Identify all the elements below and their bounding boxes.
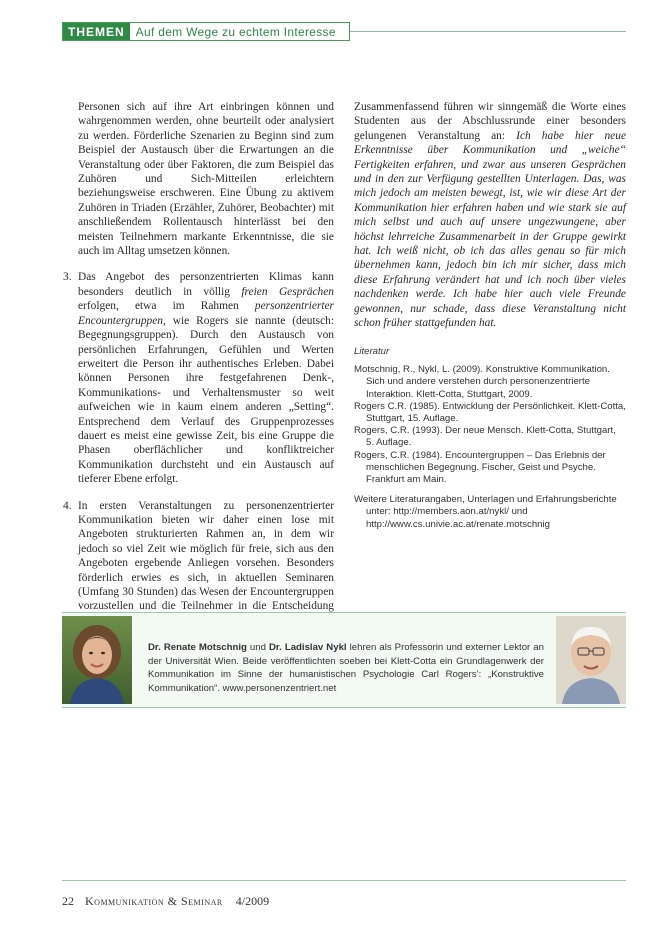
- literature-entry: Motschnig, R., Nykl, L. (2009). Konstruktive Kommunikation. Sich und andere verstehen durch personenzentrierte Interaktion. Klett-Cotta, Stuttgart, 2009.: [354, 364, 610, 400]
- author-bio-text: lehren als Professorin und externer Lektor an der Universität Wien. Beide veröffentlichten soeben bei Klett-Cotta ein Grundlagenwerk der Kommunikation im Sinne der humanistischen Psychologie Carl Rogers’: „Konstruktive Kommunikation“. www.personenzentriert.net: [148, 642, 544, 694]
- literature-section: [354, 346, 626, 540]
- left-column: [63, 100, 334, 655]
- footer-rule: [62, 880, 626, 881]
- author-photo-nykl: [556, 616, 626, 704]
- item3-emphasis-2: personzentrierter Encountergruppen: [78, 300, 334, 327]
- conclusion-lead: Zusammenfassend führen wir sinngemäß die Worte eines Studenten aus der Abschlussrunde einer besonders gelungenen Veranstaltung an:: [354, 101, 626, 142]
- author-name-2: Dr. Ladislav Nykl: [269, 642, 347, 653]
- item4-text: In ersten Veranstaltungen zu personenzentrierter Kommunikation bieten wir daher einen lose mit Angeboten strukturierten Rahmen an, in dem wir jedoch so viel Zeit wie möglich für freie, sich aus den Angeboten ergebende Anliegen vorsehen. Besonders förderlich erwies es sich, in aktuellen Seminaren (Umfang 30 Stunden) das Wesen der Encountergruppen vorzustellen und die Teilnehmer in die Entscheidung: [78, 499, 334, 613]
- list-item-3: [63, 270, 334, 486]
- conclusion-paragraph: [354, 100, 626, 331]
- further-literature: Weitere Literaturangaben, Unterlagen und Erfahrungsberichte unter: http://members.aon.at/nykl/ und http://www.cs.univie.ac.at/renate.motschnig: [354, 494, 617, 530]
- author-photo-motschnig: [62, 616, 132, 704]
- literature-entry: Rogers, C.R. (1984). Encountergruppen – Das Erlebnis der menschlichen Begegnung. Fischer, Geist und Psyche. Frankfurt am Main.: [354, 449, 606, 486]
- page-footer: [62, 894, 269, 909]
- item3-text-2: erfolgen, etwa im Rahmen: [78, 300, 255, 313]
- section-header: [62, 22, 350, 41]
- list-number: 4.: [63, 499, 72, 512]
- literature-heading: Literatur: [354, 346, 390, 357]
- literature-entry: Rogers C.R. (1985). Entwicklung der Persönlichkeit. Klett-Cotta, Stuttgart, 15. Auflage.: [354, 400, 626, 425]
- author-bio: [148, 641, 544, 695]
- author-connector: und: [246, 642, 269, 653]
- item3-text-3: , wie Rogers sie nannte (deutsch: Begegnungsgruppen). Durch den Austausch von persönlichen Erfahrungen, Gefühlen und Werten erweitert die Person ihr authentisches Erleben. Dabei können Personen ihre festgefahrenen Denk-, Kommunikations- und Verhaltensmuster so weit aufweichen wie in kaum einem anderen „Setting“. Entsprechend dem Verlauf des Gruppenprozesses dauert es meist eine gewisse Zeit, bis eine Gruppe die Phasen oberflächlicher und konfliktreicher Kommunikation durchsteht und ein Austausch auf tieferer Ebene erfolgt.: [78, 314, 334, 486]
- numbered-list: [63, 270, 334, 642]
- section-title: Auf dem Wege zu echtem Interesse: [135, 24, 336, 39]
- author-name-1: Dr. Renate Motschnig: [148, 642, 247, 653]
- issue-number: 4/2009: [235, 894, 270, 908]
- list-number: 3.: [63, 271, 72, 284]
- magazine-title: Kommunikation & Seminar: [85, 894, 223, 908]
- student-quote: Ich habe hier neue Erkenntnisse über Kommunikation und „weiche“ Fertigkeiten erfahren, und zwar aus unseren Gesprächen und in den zur Verfügung gestellten Unterlagen. Das, was mich jedoch am meisten bewegt, ist, wie wir diese Art der Kommunikation hier erfahren haben und wie stark sie auf mich selbst und auch auf unsere ungezwungene, aber höchst lehrreiche Zusammenarbeit in der Gruppe gewirkt hat. Ich weiß nicht, ob ich das alles genau so für mich übernehmen kann, jedoch bin ich mir sicher, dass mich diese Erfahrung verändert hat und ich noch über vieles nachdenken werde. Ich habe hier auch viele Freunde gewonnen, nur schade, dass diese Veranstaltung nicht schon früher stattgefunden hat.: [354, 129, 626, 330]
- header-rule: [350, 31, 626, 32]
- literature-entry: Rogers, C.R. (1993). Der neue Mensch. Klett-Cotta, Stuttgart, 5. Auflage.: [354, 425, 616, 449]
- intro-paragraph: Personen sich auf ihre Art einbringen können und wahrgenommen werden, ohne beurteilt oder analysiert zu werden. Förderliche Szenarien zu Beginn sind zum Beispiel der Austausch über die Erwartungen an die Veranstaltung oder über Faktoren, die zum Beispiel das Zuhören und Sich-Mitteilen erleichtern beziehungsweise erschweren. Eine Übung zu aktivem Zuhören in Triaden (Erzähler, Zuhörer, Beobachter) mit anschließendem Rollentausch hinterlässt bei den meisten Teilnehmern markante Erkenntnisse, die sie auch im Alltag umsetzen können.: [78, 101, 334, 258]
- section-tag: THEMEN: [63, 23, 130, 40]
- page-number: 22: [62, 894, 74, 908]
- item3-emphasis-1: freien Gesprächen: [241, 285, 334, 298]
- right-column: [354, 100, 626, 343]
- item3-text-1: Das Angebot des personzentrierten Klimas kann besonders deutlich in völlig: [78, 271, 334, 298]
